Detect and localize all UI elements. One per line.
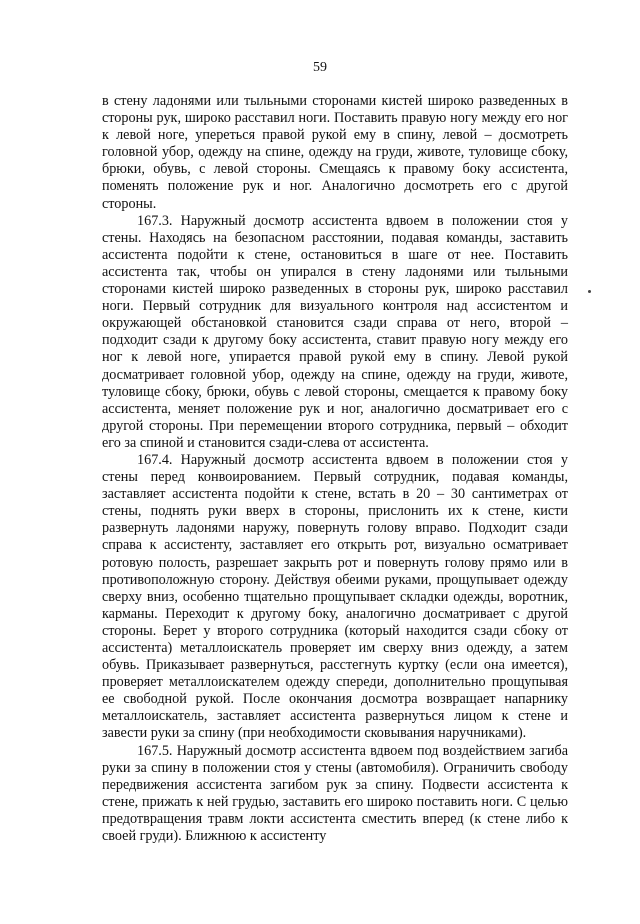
- paragraph-continuation: в стену ладонями или тыльными сторонами кистей широко разведенных в стороны рук, широко расставил ноги. Поставить правую ногу между его ног к левой ноге, упереться правой рукой ему в спину, левой – досмотреть головной убор, одежду на спине, одежду на груди, животе, туловище сбоку, брюки, обувь, с левой стороны. Смещаясь к правому боку ассистента, поменять положение рук и ног. Аналогично досмотреть его с другой стороны.: [102, 93, 568, 212]
- body-text: [102, 93, 568, 845]
- paragraph-167-5: 167.5. Наружный досмотр ассистента вдвоем под воздействием загиба руки за спину в положении стоя у стены (автомобиля). Ограничить свободу передвижения ассистента загибом рук за спину. Подвести ассистента к стене, прижать к ней грудью, заставить его широко поставить ноги. С целью предотвращения травм локти ассистента сместить вперед (к стене либо к своей груди). Ближнюю к ассистенту: [102, 742, 568, 845]
- page-number: 59: [313, 60, 327, 75]
- paragraph-167-3: 167.3. Наружный досмотр ассистента вдвоем в положении стоя у стены. Находясь на безопасном расстоянии, подавая команды, заставить ассистента подойти к стене, остановиться в шаге от нее. Поставить ассистента так, чтобы он упирался в стену ладонями или тыльными сторонами кистей широко разведенных в стороны рук, широко расставил ноги. Первый сотрудник для визуального контроля над ассистентом и окружающей обстановкой становится сзади справа от него, второй – подходит сзади к другому боку ассистента, ставит правую ногу между его ног к левой ноге, упирается правой рукой ему в спину. Левой рукой досматривает головной убор, одежду на спине, одежду на груди, животе, туловище сбоку, брюки, обувь с левой стороны, смещается к правому боку ассистента, меняет положение рук и ног, аналогично досматривает его с другой стороны. При перемещении второго сотрудника, первый – обходит его за спиной и становится сзади-слева от ассистента.: [102, 212, 568, 451]
- scan-speck: [588, 290, 591, 293]
- paragraph-167-4: 167.4. Наружный досмотр ассистента вдвоем в положении стоя у стены перед конвоированием. Первый сотрудник, подавая команды, заставляет ассистента подойти к стене, встать в 20 – 30 сантиметрах от стены, поднять руки вверх в стороны, прислонить их к стене, кисти развернуть ладонями наружу, повернуть голову вправо. Подходит сзади справа к ассистенту, заставляет его открыть рот, визуально осматривает ротовую полость, разрешает закрыть рот и повернуть голову прямо или в противоположную сторону. Действуя обеими руками, прощупывает одежду сверху вниз, особенно тщательно прощупывает складки одежды, воротник, карманы. Переходит к другому боку, аналогично досматривает с другой стороны. Берет у второго сотрудника (который находится сзади сбоку от ассистента) металлоискатель проверяет им сверху вниз одежду, а затем обувь. Приказывает развернуться, расстегнуть куртку (если она имеется), проверяет металлоискателем одежду спереди, дополнительно прощупывая ее свободной рукой. После окончания досмотра возвращает напарнику металлоискатель, заставляет ассистента развернуться лицом к стене и завести руки за спину (при необходимости сковывания наручниками).: [102, 451, 568, 742]
